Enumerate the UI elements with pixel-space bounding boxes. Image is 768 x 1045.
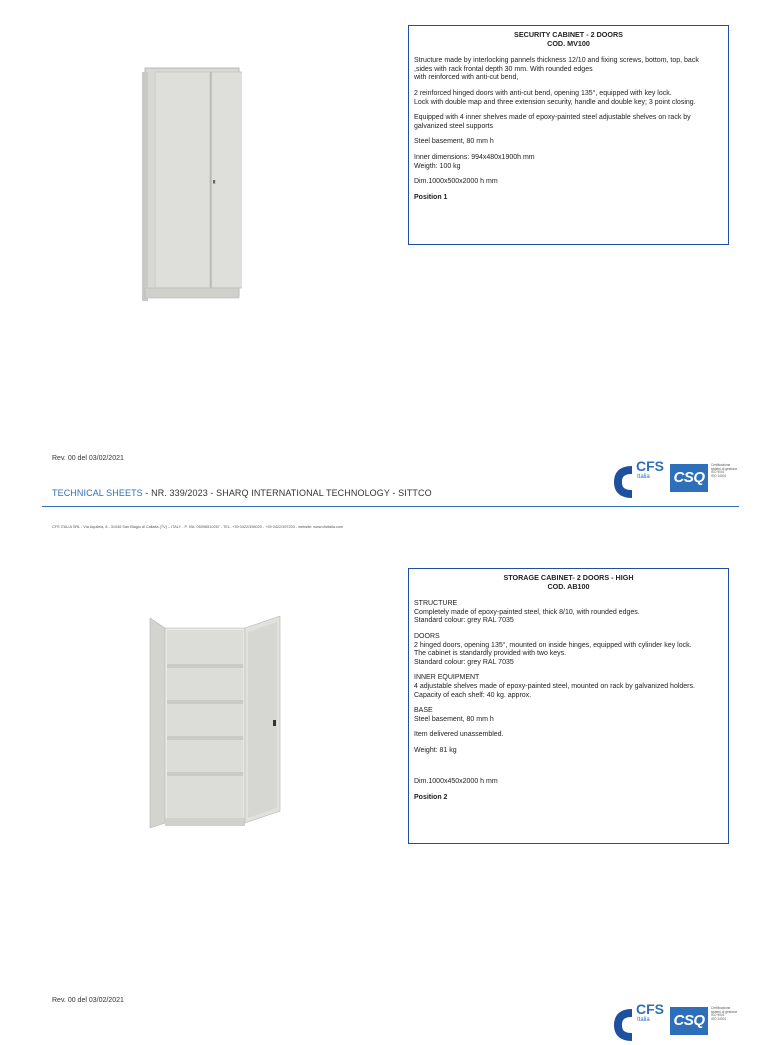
spec-paragraph — [414, 90, 723, 107]
spec-box-2 — [408, 568, 729, 844]
spec-box-1 — [408, 25, 729, 245]
spec-paragraph — [414, 114, 723, 131]
spec-line: The cabinet is standardly provided with two keys. — [414, 650, 567, 658]
spec-position: Position 1 — [414, 193, 448, 201]
spec-line: Standard colour: grey RAL 7035 — [414, 617, 514, 625]
csq-logo: CSQ — [670, 464, 708, 492]
spec-line: DOORS — [414, 632, 440, 640]
spec-paragraph — [414, 138, 723, 147]
cert-text: Certificazione sistemi di gestione ISO 9001 ISO 14001 — [711, 463, 738, 478]
tech-prefix: TECHNICAL SHEETS — [52, 488, 143, 498]
revision-label: Rev. 00 del 03/02/2021 — [52, 997, 124, 1004]
spec-line: Capacity of each shelf: 40 kg. approx. — [414, 691, 532, 699]
spec-line: ,sides with rack frontal depth 30 mm. With rounded edges — [414, 65, 593, 73]
cfs-csq-logo — [610, 1003, 750, 1045]
spec-title — [414, 31, 723, 48]
logo-brand: CFS — [636, 458, 664, 474]
spec-line: STRUCTURE — [414, 600, 458, 608]
cabinet-image-1 — [142, 66, 242, 301]
spec-line — [414, 763, 723, 772]
spec-position: Position 2 — [414, 793, 448, 801]
spec-line: Inner dimensions: 994x480x1900h mm — [414, 153, 535, 161]
spec-line: Completely made of epoxy-painted steel, thick 8/10, with rounded edges. — [414, 608, 640, 616]
spec-line: Equipped with 4 inner shelves made of epoxy-painted steel adjustable shelves on rack by — [414, 114, 691, 122]
spec-code: COD. AB100 — [547, 581, 590, 591]
spec-paragraph — [414, 57, 723, 83]
spec-line: Structure made by interlocking pannels thickness 12/10 and fixing screws, bottom, top, back — [414, 57, 699, 65]
spec-paragraph — [414, 778, 723, 787]
spec-line: Item delivered unassembled. — [414, 731, 504, 739]
spec-title — [414, 574, 723, 591]
spec-line: Steel basement, 80 mm h — [414, 715, 494, 723]
spec-line: 4 adjustable shelves made of epoxy-painted steel, mounted on rack by galvanized holders. — [414, 682, 695, 690]
spec-paragraph — [414, 747, 723, 756]
spec-paragraph — [414, 763, 723, 772]
spec-line: INNER EQUIPMENT — [414, 674, 480, 682]
spec-paragraph — [414, 633, 723, 667]
spec-line: galvanized steel supports — [414, 122, 493, 130]
spec-line: Dim.1000x450x2000 h mm — [414, 778, 498, 786]
spec-paragraph — [414, 600, 723, 626]
spec-line: 2 hinged doors, opening 135°, mounted on inside hinges, equipped with cylinder key lock. — [414, 641, 692, 649]
spec-line: Weight: 81 kg — [414, 746, 457, 754]
spec-line: Weigth: 100 kg — [414, 162, 461, 170]
spec-line: 2 reinforced hinged doors with anti-cut bend, opening 135°, equipped with key lock. — [414, 89, 672, 97]
cfs-csq-logo — [610, 460, 750, 502]
spec-line: Lock with double map and three extension security, handle and double key; 3 point closing. — [414, 98, 696, 106]
spec-body — [414, 57, 723, 187]
spec-line: BASE — [414, 707, 433, 715]
spec-code: COD. MV100 — [547, 38, 590, 48]
logo-sub: Italia — [637, 474, 650, 480]
company-address: CFS ITALIA SRL - Via Aquileia, 8 - 31046 San Biagio di Callalta (TV) – ITALY - P. IVA: 05096510267 - TEL. +39 0422/398020 - +39 0422/397203 - website: www.cfsitalia.com — [52, 525, 344, 529]
spec-body — [414, 600, 723, 787]
cabinet-image-2 — [140, 608, 290, 833]
spec-paragraph — [414, 154, 723, 171]
spec-line: Standard colour: grey RAL 7035 — [414, 658, 514, 666]
spec-line: with reinforced with anti-cut bend, — [414, 74, 519, 82]
spec-paragraph — [414, 707, 723, 724]
spec-line: Dim.1000x500x2000 h mm — [414, 178, 498, 186]
divider-rule — [42, 506, 739, 507]
technical-sheets-header — [52, 488, 432, 498]
spec-title-line: STORAGE CABINET- 2 DOORS - HIGH — [503, 573, 634, 582]
revision-label: Rev. 00 del 03/02/2021 — [52, 455, 124, 462]
spec-paragraph — [414, 178, 723, 187]
spec-paragraph — [414, 674, 723, 700]
spec-paragraph — [414, 731, 723, 740]
logo-brand: CFS — [636, 1001, 664, 1017]
csq-logo: CSQ — [670, 1007, 708, 1035]
spec-line: Steel basement, 80 mm h — [414, 138, 494, 146]
tech-suffix: - NR. 339/2023 - SHARQ INTERNATIONAL TECHNOLOGY - SITTCO — [142, 488, 432, 498]
spec-title-line: SECURITY CABINET - 2 DOORS — [514, 30, 623, 39]
cert-text: Certificazione sistemi di gestione ISO 9001 ISO 14001 — [711, 1006, 738, 1021]
logo-sub: Italia — [637, 1017, 650, 1023]
